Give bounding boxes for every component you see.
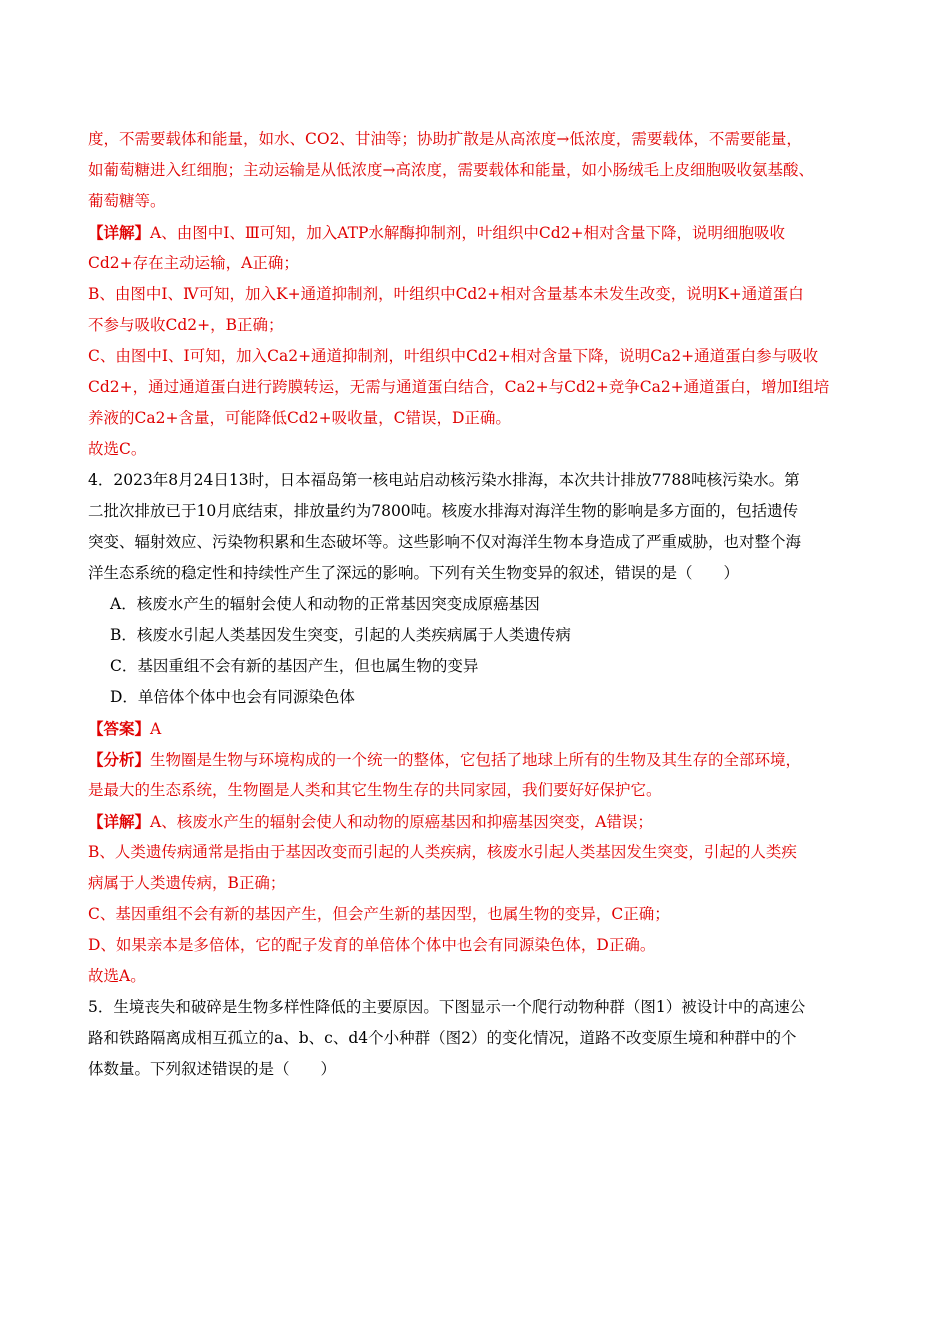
q3-detail-tag: 【详解】 xyxy=(88,223,151,242)
q3-analysis-line: 如葡萄糖进入红细胞；主动运输是从低浓度→高浓度，需要载体和能量，如小肠绒毛上皮细胞吸收氨基酸、 xyxy=(88,161,814,179)
q3-detail-line: C、由图中Ⅰ、Ⅰ可知，加入Ca2+通道抑制剂，叶组织中Cd2+相对含量下降，说明Ca2+通道蛋白参与吸收 xyxy=(88,347,819,365)
q4-answer-value: A xyxy=(150,720,162,738)
q5-stem-line: 路和铁路隔离成相互孤立的a、b、c、d4个小种群（图2）的变化情况，道路不改变原生境和种群中的个 xyxy=(88,1029,797,1047)
q4-answer-line xyxy=(88,713,873,744)
q4-conclusion: 故选A。 xyxy=(88,967,146,985)
q4-stem-line: 洋生态系统的稳定性和持续性产生了深远的影响。下列有关生物变异的叙述，错误的是（ ） xyxy=(88,564,740,582)
q4-option-a: A．核废水产生的辐射会使人和动物的正常基因突变成原癌基因 xyxy=(110,595,540,613)
q4-stem-line: 二批次排放已于10月底结束，排放量约为7800吨。核废水排海对海洋生物的影响是多方面的，包括遗传 xyxy=(88,502,799,520)
q3-detail-line: B、由图中Ⅰ、Ⅳ可知，加入K+通道抑制剂，叶组织中Cd2+相对含量基本未发生改变，说明K+通道蛋白 xyxy=(88,285,804,303)
q3-detail-line: Cd2+存在主动运输，A正确； xyxy=(88,254,299,272)
q3-analysis-line: 度，不需要载体和能量，如水、CO2、甘油等；协助扩散是从高浓度→低浓度，需要载体，不需要能量， xyxy=(88,130,802,148)
q4-detail-line: B、人类遗传病通常是指由于基因改变而引起的人类疾病，核废水引起人类基因发生突变，引起的人类疾 xyxy=(88,843,797,861)
q4-answer-tag: 【答案】 xyxy=(88,719,151,738)
q4-detail-line: D、如果亲本是多倍体，它的配子发育的单倍体个体中也会有同源染色体，D正确。 xyxy=(88,936,656,954)
q4-detail-tag: 【详解】 xyxy=(88,812,151,831)
q4-analysis-text: 生物圈是生物与环境构成的一个统一的整体，它包括了地球上所有的生物及其生存的全部环境， xyxy=(150,751,802,769)
q4-option-b: B．核废水引起人类基因发生突变，引起的人类疾病属于人类遗传病 xyxy=(110,626,571,644)
q3-detail-text: A、由图中Ⅰ、Ⅲ可知，加入ATP水解酶抑制剂，叶组织中Cd2+相对含量下降，说明细胞吸收 xyxy=(150,224,786,242)
q4-stem-line: 4．2023年8月24日13时，日本福岛第一核电站启动核污染水排海，本次共计排放7788吨核污染水。第 xyxy=(88,471,800,489)
q4-analysis-line xyxy=(88,744,873,775)
q4-analysis-tag: 【分析】 xyxy=(88,750,151,769)
q4-analysis-line: 是最大的生态系统，生物圈是人类和其它生物生存的共同家园，我们要好好保护它。 xyxy=(88,781,662,799)
q5-stem-line: 5．生境丧失和破碎是生物多样性降低的主要原因。下图显示一个爬行动物种群（图1）被设计中的高速公 xyxy=(88,998,806,1016)
q5-stem-line: 体数量。下列叙述错误的是（ ） xyxy=(88,1060,337,1078)
q3-detail-line: 养液的Ca2+含量，可能降低Cd2+吸收量，C错误，D正确。 xyxy=(88,409,511,427)
q4-detail-line: C、基因重组不会有新的基因产生，但会产生新的基因型，也属生物的变异，C正确； xyxy=(88,905,670,923)
q4-detail-text: A、核废水产生的辐射会使人和动物的原癌基因和抑癌基因突变，A错误； xyxy=(150,813,653,831)
q3-detail-line: 不参与吸收Cd2+，B正确； xyxy=(88,316,284,334)
q4-stem-line: 突变、辐射效应、污染物积累和生态破坏等。这些影响不仅对海洋生物本身造成了严重威胁，也对整个海 xyxy=(88,533,802,551)
q4-option-c: C．基因重组不会有新的基因产生，但也属生物的变异 xyxy=(110,657,479,675)
q4-detail-line xyxy=(88,806,873,837)
q3-conclusion: 故选C。 xyxy=(88,440,147,458)
q4-option-d: D．单倍体个体中也会有同源染色体 xyxy=(110,688,355,706)
document-page xyxy=(88,124,873,1085)
q3-detail-line xyxy=(88,217,873,248)
q4-detail-line: 病属于人类遗传病，B正确； xyxy=(88,874,286,892)
q3-detail-line: Cd2+，通过通道蛋白进行跨膜转运，无需与通道蛋白结合，Ca2+与Cd2+竞争Ca2+通道蛋白，增加Ⅰ组培 xyxy=(88,378,830,396)
q3-analysis-line: 葡萄糖等。 xyxy=(88,192,166,210)
